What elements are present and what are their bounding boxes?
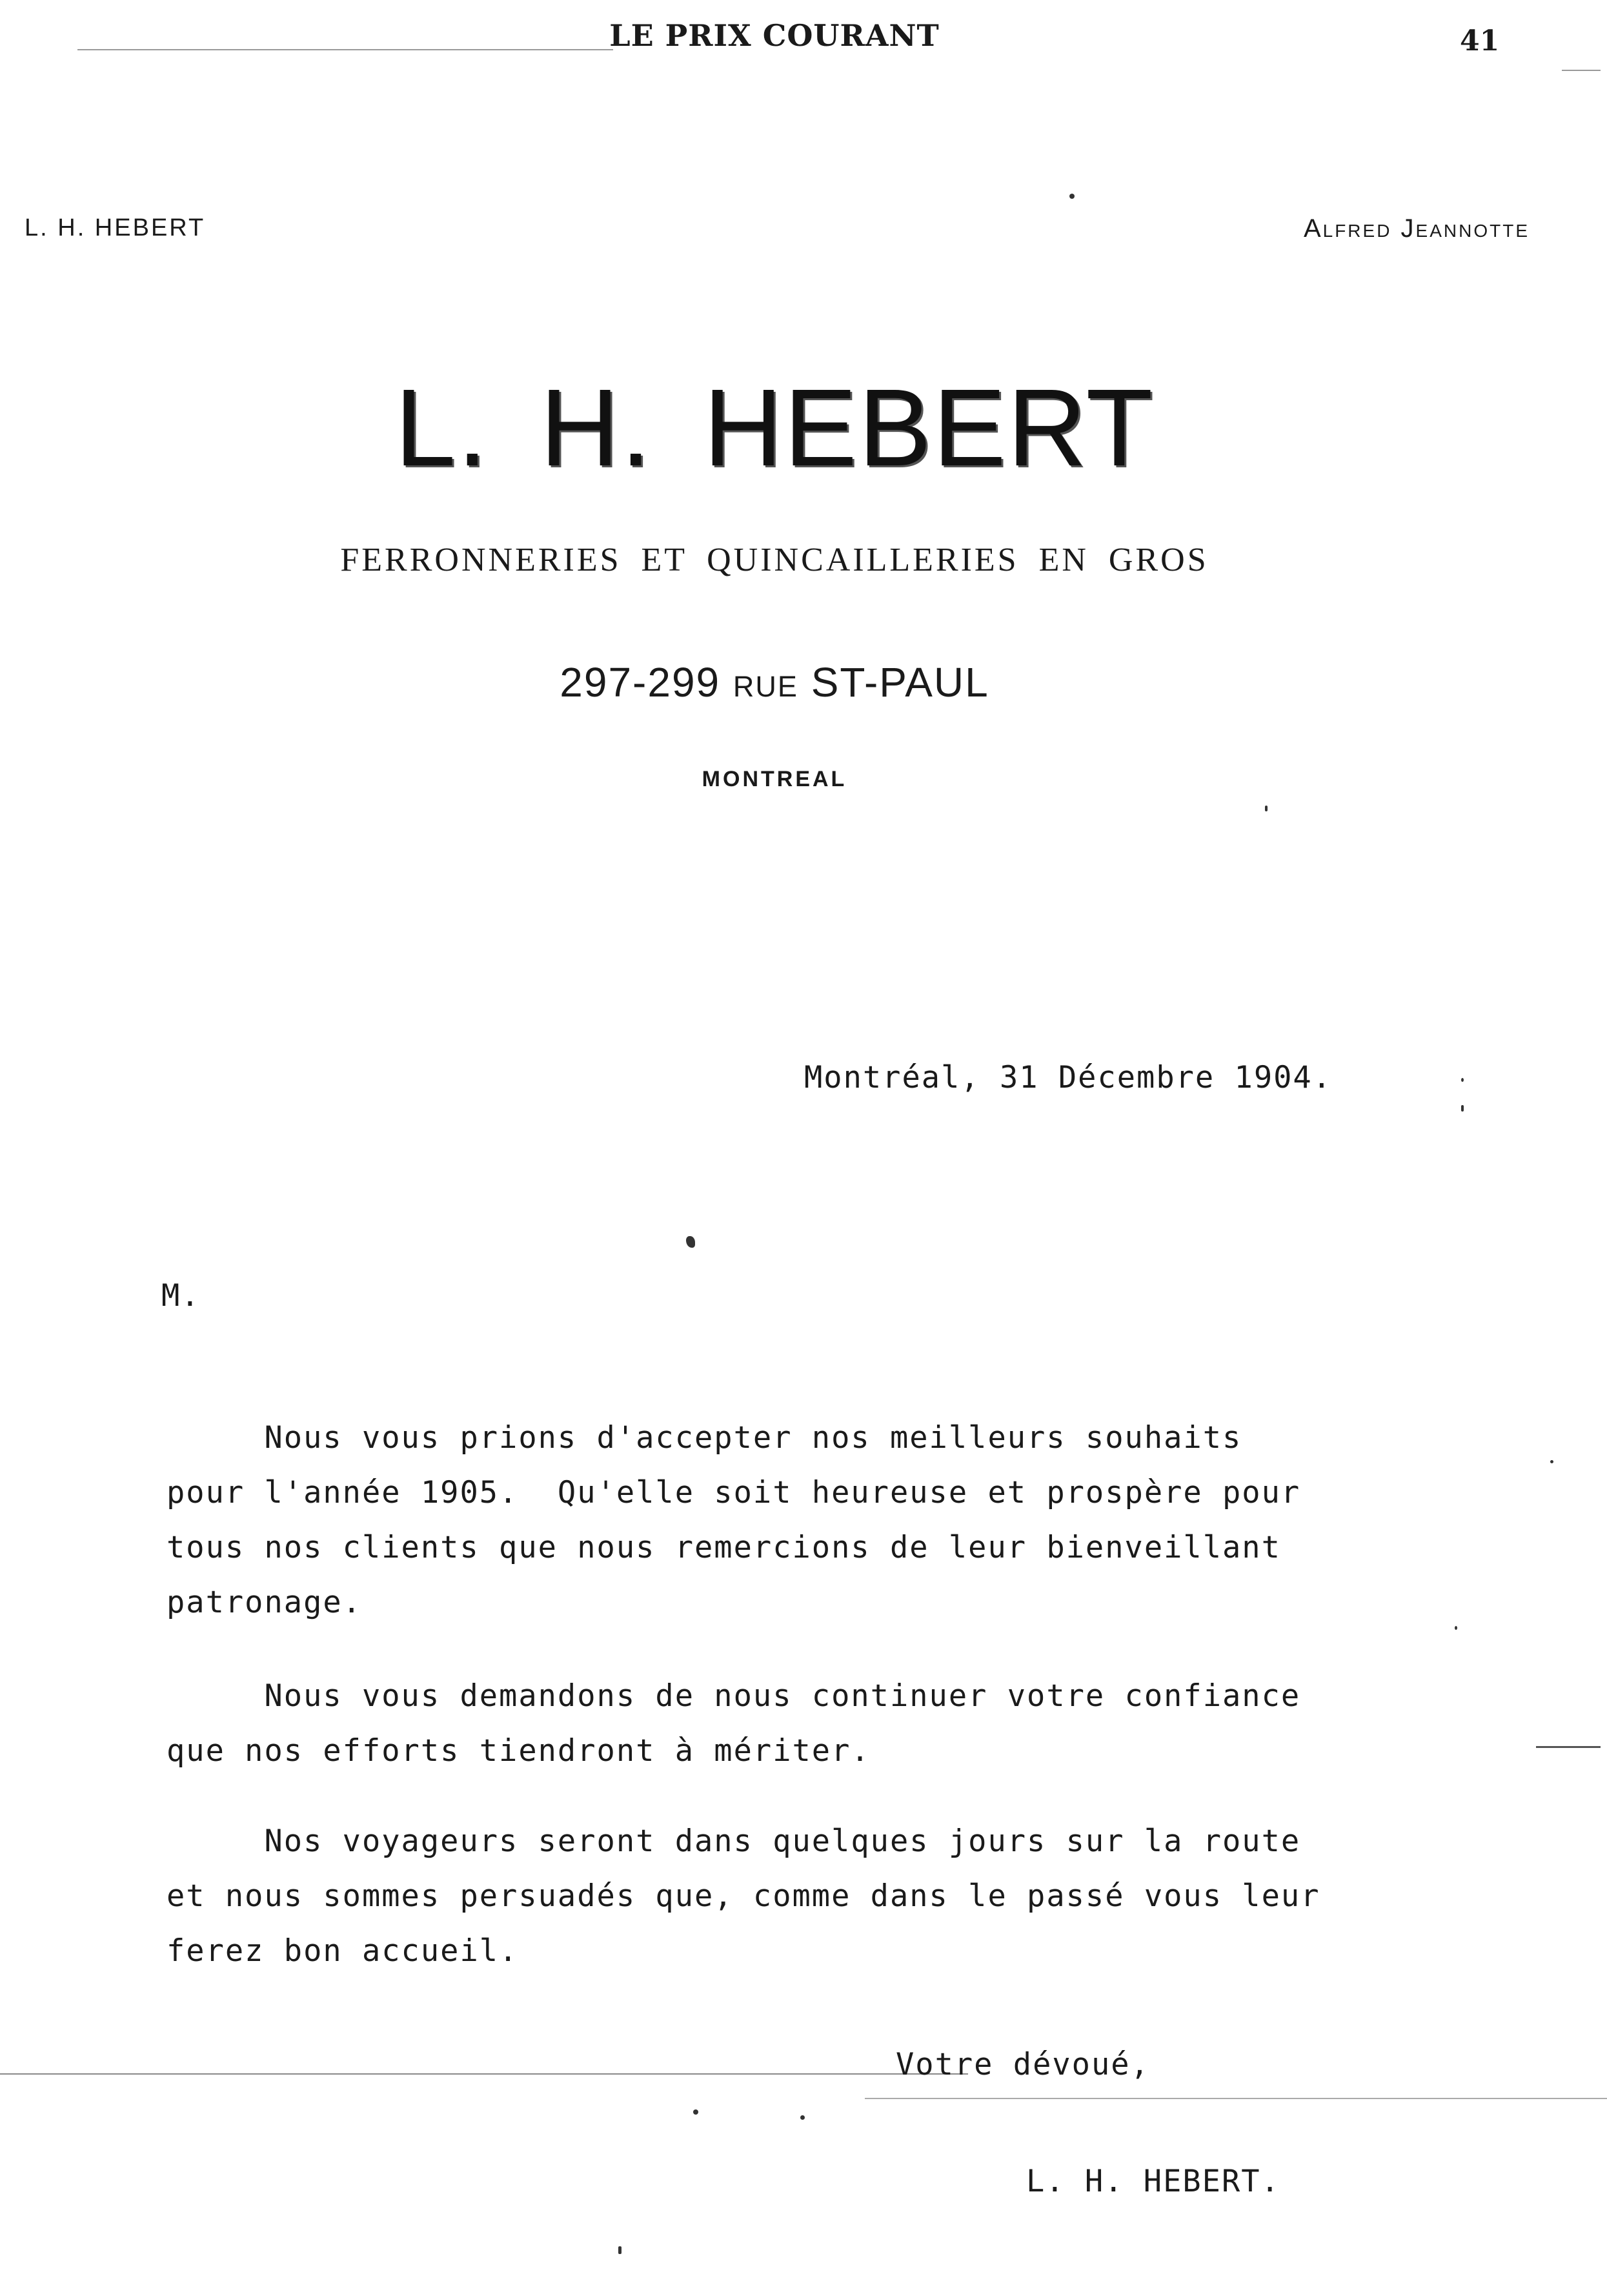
salutation: M. xyxy=(161,1278,201,1314)
paragraph-line: patronage. xyxy=(167,1585,362,1620)
running-title: LE PRIX COURANT xyxy=(609,18,940,53)
scan-speck xyxy=(686,1236,695,1248)
page-number: 41 xyxy=(1460,25,1500,57)
closing: Votre dévoué, xyxy=(896,2047,1150,2082)
company-city: MONTREAL xyxy=(702,767,847,791)
company-name: L. H. HEBERT xyxy=(394,367,1155,489)
paragraph-line: Nos voyageurs seront dans quelques jours sur la route xyxy=(167,1824,1301,1859)
scan-speck xyxy=(1461,1078,1464,1082)
scan-speck xyxy=(1461,1105,1464,1112)
paragraph-line: pour l'année 1905. Qu'elle soit heureuse et prospère pour xyxy=(167,1475,1301,1510)
partner-name-left: L. H. HEBERT xyxy=(25,214,206,241)
paragraph-line: et nous sommes persuadés que, comme dans le passé vous leur xyxy=(167,1878,1320,1914)
scan-speck xyxy=(618,2246,622,2254)
header-rule xyxy=(1562,70,1601,71)
paragraph-line: ferez bon accueil. xyxy=(167,1933,519,1969)
scan-speck xyxy=(693,2109,698,2115)
company-tagline: FERRONNERIES ET QUINCAILLERIES EN GROS xyxy=(340,542,1209,578)
scan-speck xyxy=(800,2115,805,2120)
company-address: 297-299 rue ST-PAUL xyxy=(560,659,989,706)
scan-speck xyxy=(1455,1626,1457,1630)
partner-name-right: Alfred Jeannotte xyxy=(1303,214,1530,243)
dateline: Montréal, 31 Décembre 1904. xyxy=(804,1060,1333,1095)
paragraph-line: Nous vous prions d'accepter nos meilleurs souhaits xyxy=(167,1420,1242,1456)
signature: L. H. HEBERT. xyxy=(1026,2164,1280,2199)
scan-rule xyxy=(865,2098,1607,2099)
scan-rule xyxy=(1536,1746,1601,1748)
scan-rule xyxy=(0,2073,968,2075)
scan-speck xyxy=(1265,806,1268,811)
paragraph-line: Nous vous demandons de nous continuer votre confiance xyxy=(167,1678,1301,1714)
scan-speck xyxy=(1069,194,1075,199)
paragraph-line: que nos efforts tiendront à mériter. xyxy=(167,1733,871,1769)
paragraph-line: tous nos clients que nous remercions de leur bienveillant xyxy=(167,1530,1281,1565)
scan-speck xyxy=(1550,1460,1553,1463)
header-rule xyxy=(77,49,613,50)
